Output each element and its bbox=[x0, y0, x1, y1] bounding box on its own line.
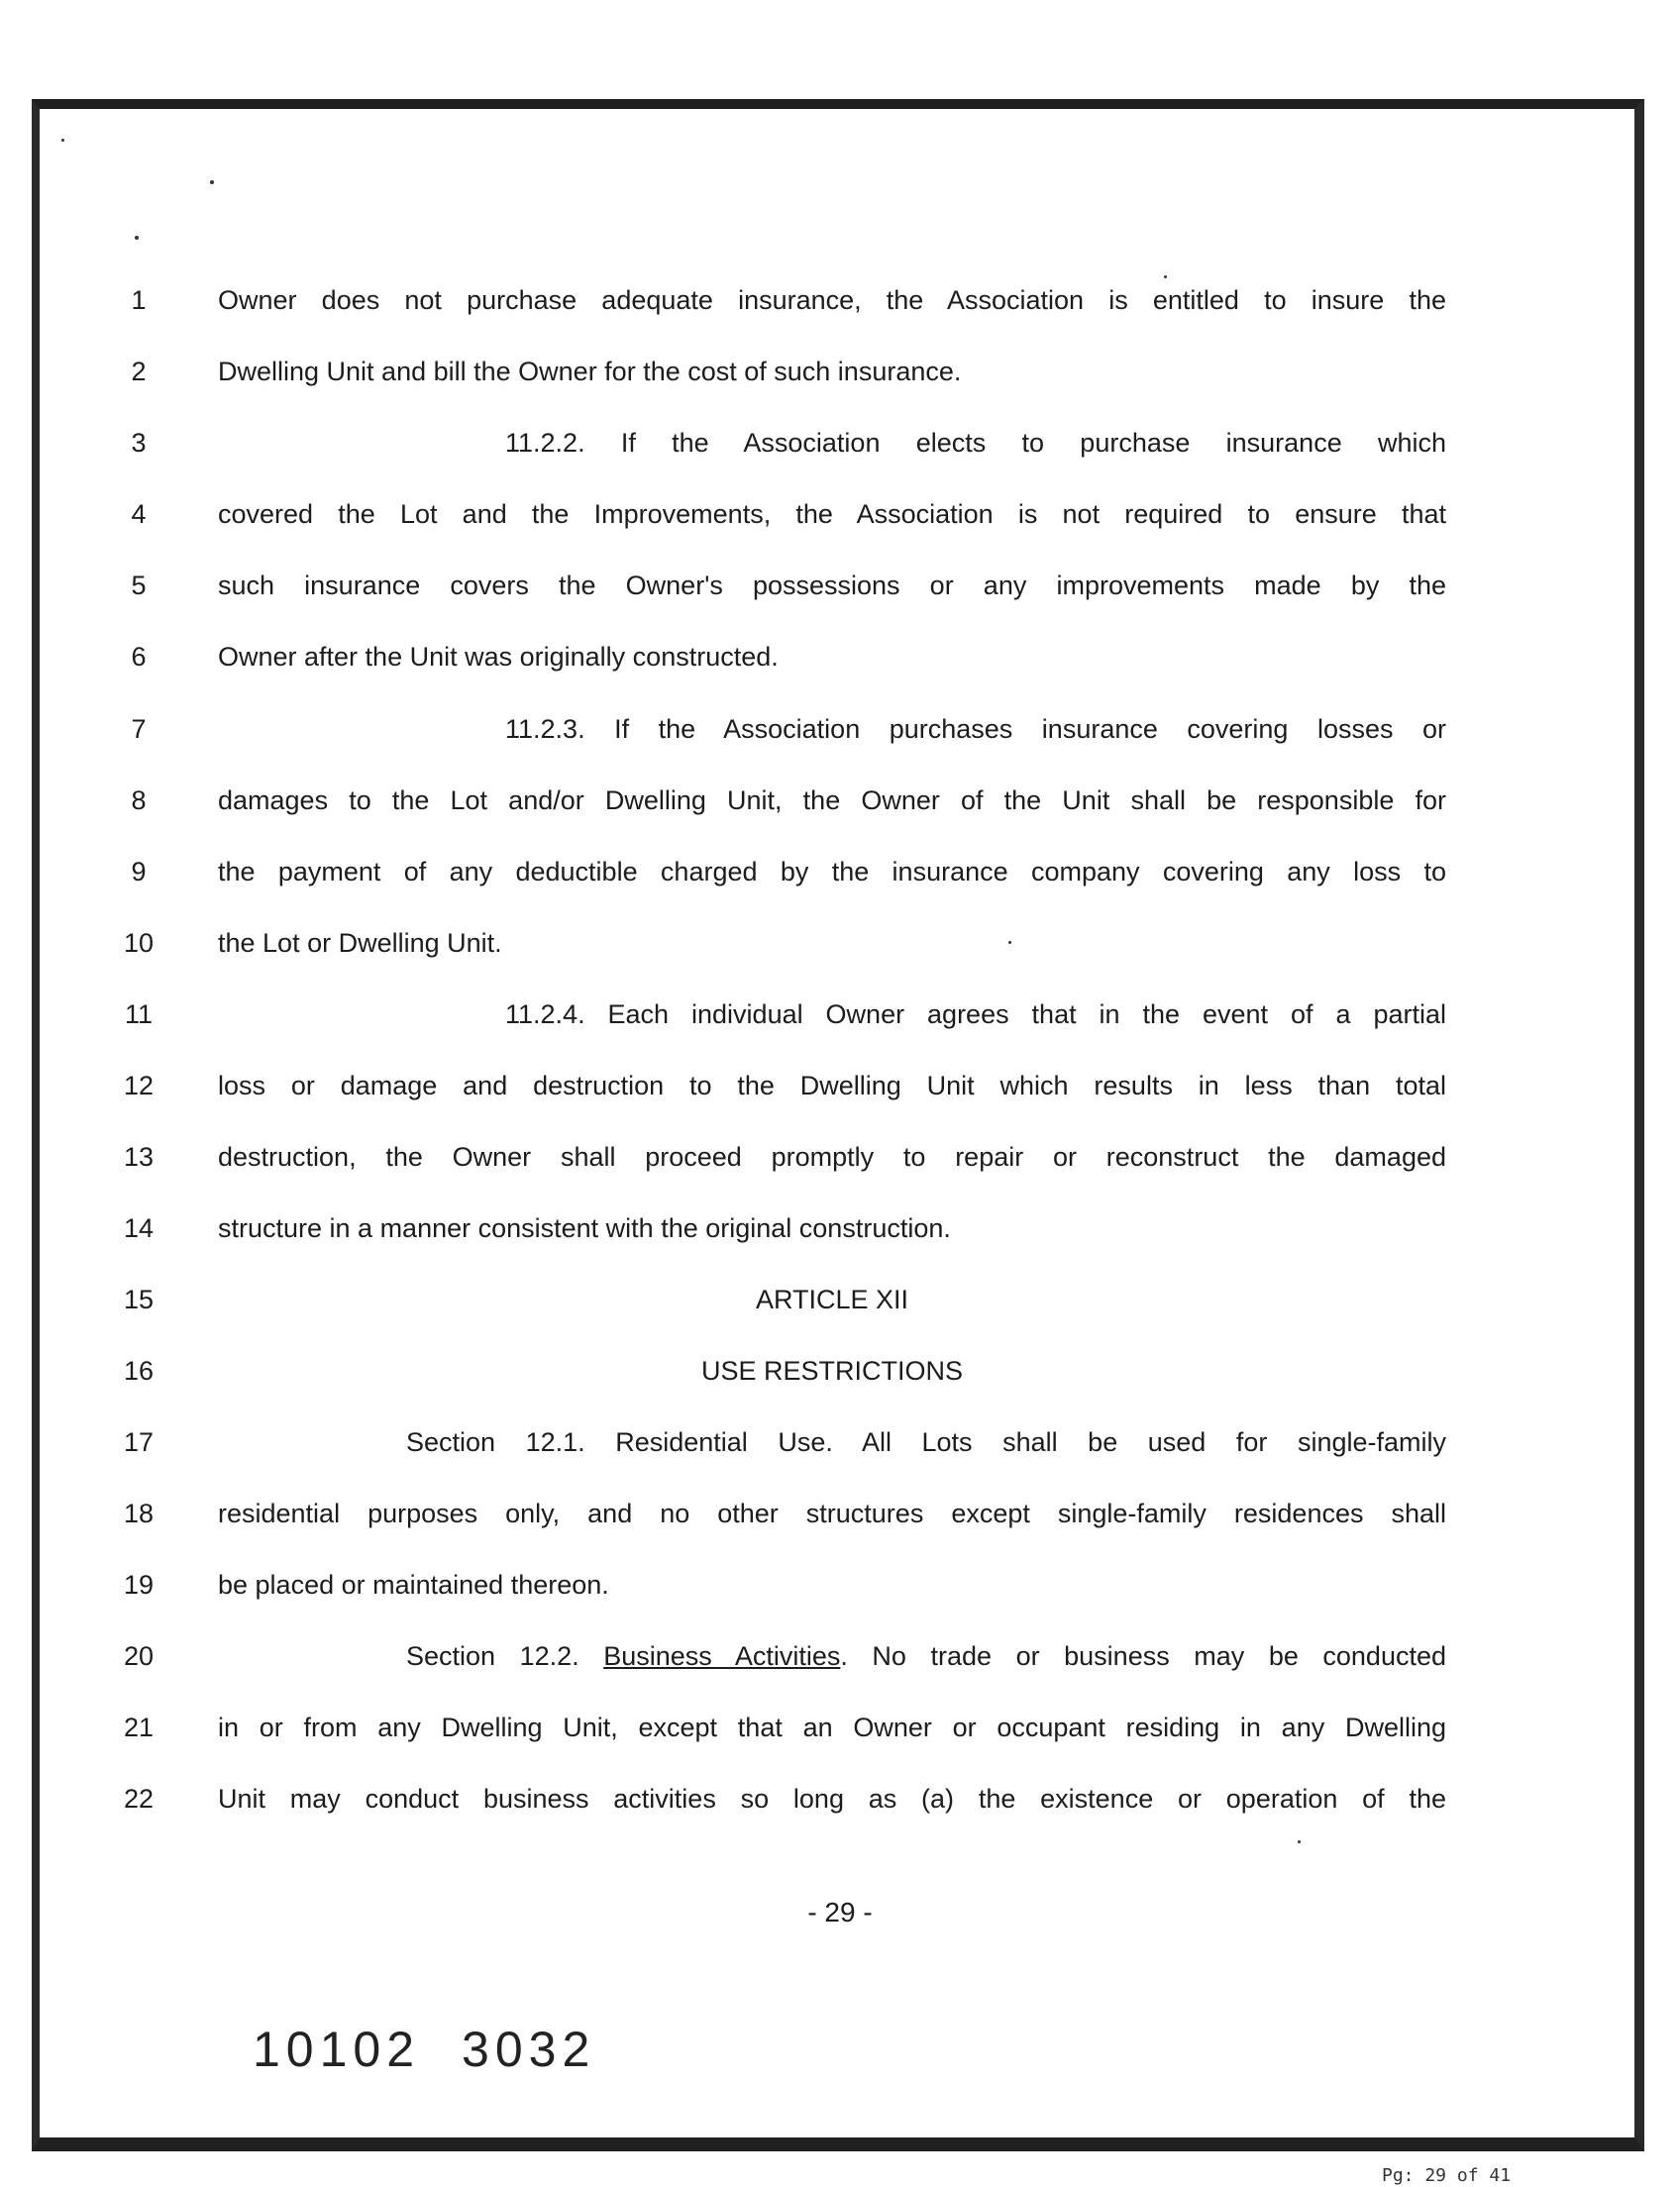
line-number: 5 bbox=[131, 571, 147, 600]
scan-speck bbox=[61, 139, 64, 142]
document-line bbox=[0, 1066, 1680, 1105]
line-number: 7 bbox=[131, 714, 147, 744]
line-number: 16 bbox=[123, 1356, 155, 1386]
line-text: be placed or maintained thereon. bbox=[218, 1570, 609, 1600]
page-reference: 3032 bbox=[462, 2022, 596, 2077]
document-line bbox=[0, 1137, 1680, 1177]
document-line bbox=[0, 280, 1680, 320]
line-number: 3 bbox=[131, 428, 147, 458]
pg-counter-stamp: Pg: 29 of 41 bbox=[1382, 2165, 1512, 2186]
document-line bbox=[0, 923, 1680, 963]
line-text: loss or damage and destruction to the Dwelling Unit which results in less than total bbox=[218, 1071, 1446, 1100]
document-line bbox=[0, 352, 1680, 391]
document-line bbox=[0, 637, 1680, 677]
document-line bbox=[0, 1565, 1680, 1605]
document-line bbox=[0, 994, 1680, 1034]
scan-speck bbox=[1298, 1840, 1301, 1843]
book-page-stamp bbox=[253, 2021, 637, 2078]
document-line bbox=[0, 1422, 1680, 1462]
document-line bbox=[0, 566, 1680, 605]
line-number: 6 bbox=[131, 642, 147, 672]
line-text bbox=[218, 1636, 1446, 1676]
line-text: 11.2.2. If the Association elects to purchase insurance which bbox=[505, 428, 1446, 458]
line-number: 19 bbox=[123, 1570, 155, 1600]
document-line bbox=[0, 494, 1680, 534]
scan-speck bbox=[135, 236, 139, 240]
book-number: 10102 bbox=[253, 2022, 421, 2077]
line-number: 11 bbox=[124, 999, 154, 1029]
line-text: 11.2.3. If the Association purchases insurance covering losses or bbox=[505, 714, 1446, 744]
line-number: 13 bbox=[123, 1142, 155, 1172]
line-text: the Lot or Dwelling Unit. bbox=[218, 928, 502, 958]
line-text: destruction, the Owner shall proceed promptly to repair or reconstruct the damaged bbox=[218, 1142, 1446, 1172]
line-number: 1 bbox=[131, 285, 147, 315]
line-text: the payment of any deductible charged by the insurance company covering any loss to bbox=[218, 857, 1446, 886]
line-number: 18 bbox=[123, 1499, 155, 1528]
line-number: 4 bbox=[131, 499, 147, 529]
line-text: Unit may conduct business activities so long as (a) the existence or operation of the bbox=[218, 1784, 1446, 1814]
line-number: 15 bbox=[123, 1285, 155, 1314]
line-number: 21 bbox=[123, 1713, 155, 1742]
line-number: 17 bbox=[123, 1427, 155, 1457]
section-suffix: . No trade or business may be conducted bbox=[840, 1641, 1447, 1671]
document-line bbox=[0, 1636, 1680, 1676]
line-text: structure in a manner consistent with the original construction. bbox=[218, 1213, 951, 1243]
line-text: covered the Lot and the Improvements, the Association is not required to ensure that bbox=[218, 499, 1446, 529]
line-text: Owner after the Unit was originally constructed. bbox=[218, 642, 779, 672]
page-number: - 29 - bbox=[807, 1897, 873, 1927]
line-number: 8 bbox=[131, 785, 147, 815]
document-line bbox=[0, 423, 1680, 463]
line-text: such insurance covers the Owner's possessions or any improvements made by the bbox=[218, 571, 1446, 600]
line-number: 9 bbox=[131, 857, 147, 886]
scan-speck bbox=[1164, 275, 1167, 278]
line-text: in or from any Dwelling Unit, except that an Owner or occupant residing in any Dwelling bbox=[218, 1713, 1446, 1742]
document-line bbox=[0, 781, 1680, 820]
section-heading: Business Activities bbox=[603, 1641, 841, 1671]
line-number: 2 bbox=[131, 357, 147, 386]
line-text: Section 12.1. Residential Use. All Lots shall be used for single-family bbox=[406, 1427, 1446, 1457]
document-line bbox=[0, 852, 1680, 891]
line-text: residential purposes only, and no other structures except single-family residences shall bbox=[218, 1499, 1446, 1528]
scanned-page-border bbox=[32, 99, 1644, 2151]
document-line bbox=[0, 1494, 1680, 1533]
line-number: 12 bbox=[123, 1071, 155, 1100]
section-prefix: Section 12.2. bbox=[406, 1641, 604, 1671]
document-line bbox=[0, 1779, 1680, 1819]
article-heading: ARTICLE XII bbox=[755, 1285, 909, 1314]
document-line bbox=[0, 709, 1680, 749]
document-line bbox=[0, 1351, 1680, 1391]
document-line bbox=[0, 1208, 1680, 1248]
scan-speck bbox=[210, 180, 214, 184]
line-number: 22 bbox=[123, 1784, 155, 1814]
line-text: Dwelling Unit and bill the Owner for the cost of such insurance. bbox=[218, 357, 962, 386]
line-number: 10 bbox=[123, 928, 155, 958]
line-number: 20 bbox=[123, 1641, 155, 1671]
line-number: 14 bbox=[123, 1213, 155, 1243]
line-text: 11.2.4. Each individual Owner agrees that in the event of a partial bbox=[505, 999, 1446, 1029]
line-text: Owner does not purchase adequate insurance, the Association is entitled to insure the bbox=[218, 285, 1446, 315]
document-line bbox=[0, 1280, 1680, 1319]
document-line bbox=[0, 1708, 1680, 1747]
line-text: damages to the Lot and/or Dwelling Unit, the Owner of the Unit shall be responsible for bbox=[218, 785, 1446, 815]
article-title: USE RESTRICTIONS bbox=[700, 1356, 964, 1386]
